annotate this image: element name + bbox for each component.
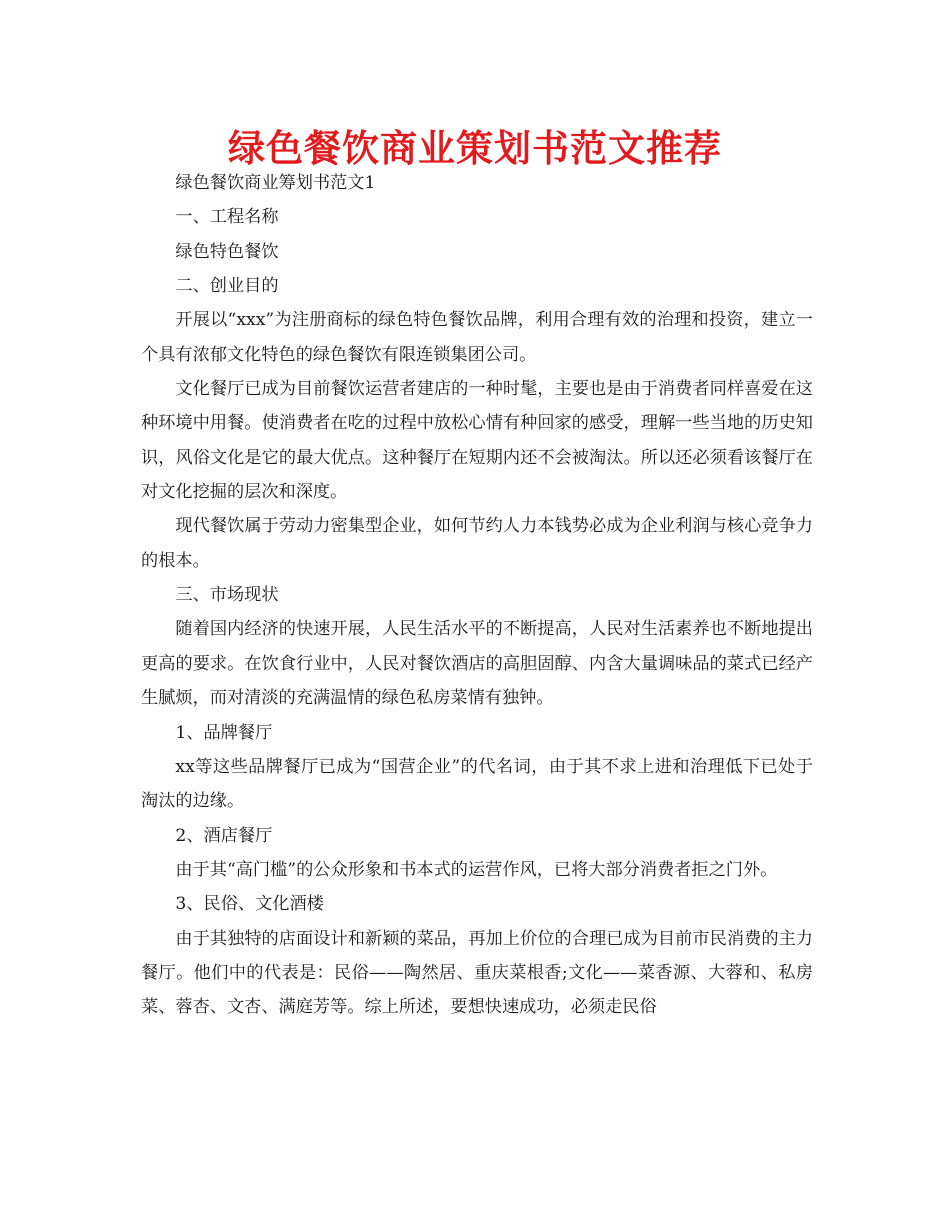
document-body <box>141 166 813 1025</box>
subheading-brand-restaurant: 1、品牌餐厅 <box>175 722 273 743</box>
body-paragraph: 由于其“高门槛”的公众形象和书本式的运营作风，已将大部分消费者拒之门外。 <box>175 859 778 880</box>
section-heading-purpose: 二、创业目的 <box>175 276 279 297</box>
body-paragraph: 随着国内经济的快速开展，人民生活水平的不断提高，人民对生活素养也不断地提出更高的要求。在饮食行业中，人民对餐饮酒店的高胆固醇、内含大量调味品的菜式已经产生腻烦，而对清淡的充满温情的绿色私房菜情有独钟。 <box>141 619 813 709</box>
section-heading-market: 三、市场现状 <box>175 585 279 606</box>
body-paragraph: 由于其独特的店面设计和新颖的菜品，再加上价位的合理已成为目前市民消费的主力餐厅。他们中的代表是：民俗——陶然居、重庆菜根香;文化——菜香源、大蓉和、私房菜、蓉杏、文杏、满庭芳等。综上所述，要想快速成功，必须走民俗 <box>141 928 813 1018</box>
body-paragraph: 绿色特色餐饮 <box>175 241 279 262</box>
subheading-folk-culture-restaurant: 3、民俗、文化酒楼 <box>175 894 324 915</box>
document-title: 绿色餐饮商业策划书范文推荐 <box>228 127 722 170</box>
body-paragraph: 文化餐厅已成为目前餐饮运营者建店的一种时髦，主要也是由于消费者同样喜爱在这种环境中用餐。使消费者在吃的过程中放松心情有种回家的感受，理解一些当地的历史知识，风俗文化是它的最大优点。这种餐厅在短期内还不会被淘汰。所以还必须看该餐厅在对文化挖掘的层次和深度。 <box>141 379 813 503</box>
subheading-hotel-restaurant: 2、酒店餐厅 <box>175 825 273 846</box>
body-paragraph: 开展以“xxx”为注册商标的绿色特色餐饮品牌，利用合理有效的治理和投资，建立一个具有浓郁文化特色的绿色餐饮有限连锁集团公司。 <box>141 310 813 365</box>
section-heading-project-name: 一、工程名称 <box>175 207 279 228</box>
body-paragraph: xx等这些品牌餐厅已成为“国营企业”的代名词，由于其不求上进和治理低下已处于淘汰的边缘。 <box>141 756 813 812</box>
subtitle-paragraph: 绿色餐饮商业筹划书范文1 <box>175 173 376 193</box>
body-paragraph: 现代餐饮属于劳动力密集型企业，如何节约人力本钱势必成为企业利润与核心竞争力的根本。 <box>141 516 813 571</box>
